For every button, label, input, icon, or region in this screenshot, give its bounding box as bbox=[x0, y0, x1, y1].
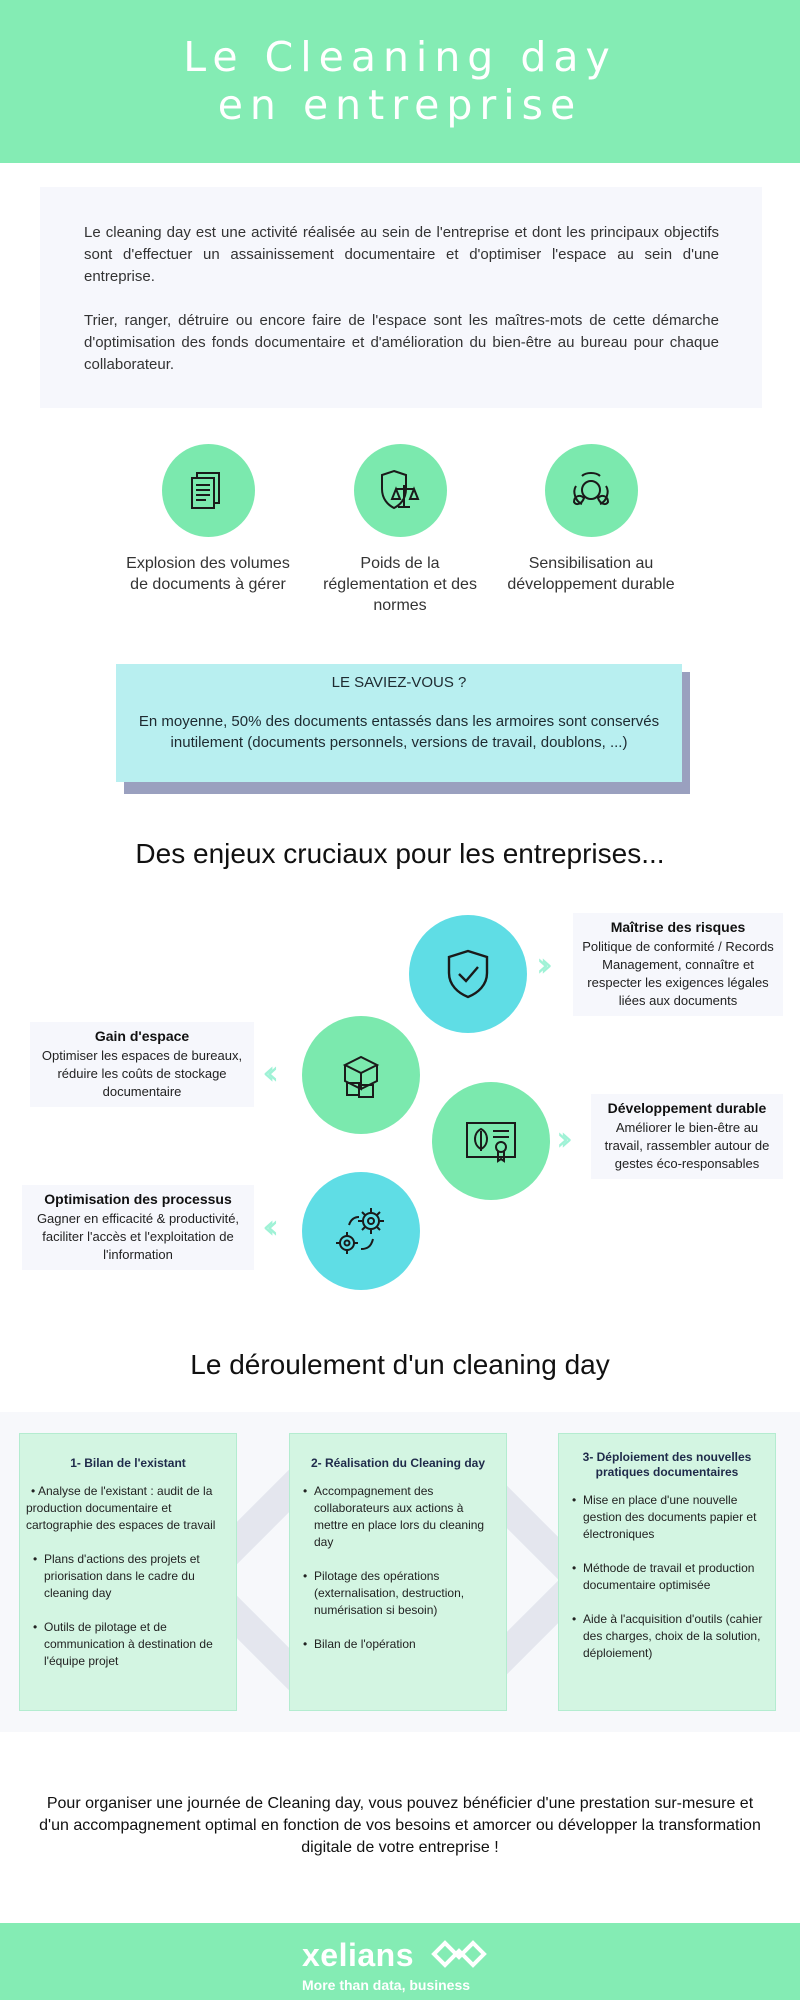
shield-check-icon bbox=[409, 915, 527, 1033]
enjeu-developpement bbox=[591, 1094, 783, 1179]
chevron-right-icon: ›› bbox=[536, 945, 544, 985]
leaf-certificate-icon bbox=[432, 1082, 550, 1200]
brand-logo[interactable]: xelians bbox=[302, 1937, 415, 1973]
step-card-3 bbox=[558, 1433, 776, 1711]
step-title: 1- Bilan de l'existant bbox=[70, 1456, 186, 1470]
step-title: 3- Déploiement des nouvelles pratiques documentaires bbox=[582, 1450, 752, 1479]
chevron-right-icon: ›› bbox=[556, 1119, 564, 1159]
shield-scales-icon bbox=[354, 444, 447, 537]
documents-icon bbox=[162, 444, 255, 537]
infinity-logo-icon bbox=[430, 1939, 488, 1969]
chevron-left-icon: ‹‹ bbox=[262, 1207, 270, 1247]
closing-text: Pour organiser une journée de Cleaning day, vous pouvez bénéficier d'une prestation sur-mesure et d'un accompagnement optimal en fonction de vos besoins et amorcer ou développer la transformation digitale de votre entreprise ! bbox=[39, 1795, 761, 1856]
header-banner bbox=[0, 0, 800, 163]
page-title bbox=[0, 0, 800, 129]
intro-panel bbox=[40, 187, 762, 408]
enjeu-title: Maîtrise des risques bbox=[610, 919, 746, 935]
title-line-2: en entreprise bbox=[217, 81, 583, 129]
step-list bbox=[296, 1483, 500, 1653]
list-item: • Analyse de l'existant : audit de la production documentaire et cartographie des espaces de travail bbox=[26, 1483, 230, 1534]
step-list bbox=[565, 1492, 769, 1662]
feature-documents bbox=[123, 444, 293, 595]
footer-banner bbox=[0, 1923, 800, 2000]
recycle-icon bbox=[545, 444, 638, 537]
enjeu-title: Gain d'espace bbox=[94, 1028, 190, 1044]
enjeux-heading: Des enjeux cruciaux pour les entreprises... bbox=[135, 838, 665, 869]
step-card-2 bbox=[289, 1433, 507, 1711]
enjeu-espace bbox=[30, 1022, 254, 1107]
feature-label: Sensibilisation au développement durable bbox=[507, 555, 675, 593]
callout-body: En moyenne, 50% des documents entassés dans les armoires sont conservés inutilement (documents personnels, versions de travail, doublons, ...) bbox=[138, 713, 660, 751]
feature-label: Poids de la réglementation et des normes bbox=[323, 555, 477, 614]
step-list bbox=[26, 1483, 230, 1670]
list-item: • Plans d'actions des projets et priorisation dans le cadre du cleaning day bbox=[26, 1551, 230, 1602]
callout-title: LE SAVIEZ-VOUS ? bbox=[331, 674, 467, 691]
enjeu-title: Développement durable bbox=[607, 1100, 767, 1116]
feature-regulation bbox=[315, 444, 485, 616]
enjeu-risques bbox=[573, 913, 783, 1016]
feature-label: Explosion des volumes de documents à gérer bbox=[126, 555, 290, 593]
list-item: • Méthode de travail et production documentaire optimisée bbox=[565, 1560, 769, 1594]
title-line-1: Le Cleaning day bbox=[183, 33, 617, 81]
deroulement-heading: Le déroulement d'un cleaning day bbox=[190, 1349, 610, 1380]
list-item: • Aide à l'acquisition d'outils (cahier des charges, choix de la solution, déploiement) bbox=[565, 1611, 769, 1662]
enjeu-processus bbox=[22, 1185, 254, 1270]
list-item: • Accompagnement des collaborateurs aux actions à mettre en place lors du cleaning day bbox=[296, 1483, 500, 1551]
enjeu-desc: Améliorer le bien-être au travail, rassembler autour de gestes éco-responsables bbox=[604, 1120, 770, 1171]
list-item: • Pilotage des opérations (externalisation, destruction, numérisation si besoin) bbox=[296, 1568, 500, 1619]
step-title: 2- Réalisation du Cleaning day bbox=[310, 1456, 486, 1470]
enjeu-desc: Gagner en efficacité & productivité, faciliter l'accès et l'exploitation de l'information bbox=[36, 1211, 240, 1262]
enjeu-title: Optimisation des processus bbox=[44, 1191, 232, 1207]
tagline: More than data, business bbox=[302, 1977, 471, 1993]
boxes-icon bbox=[302, 1016, 420, 1134]
gears-icon bbox=[302, 1172, 420, 1290]
enjeu-desc: Optimiser les espaces de bureaux, réduire les coûts de stockage documentaire bbox=[41, 1048, 243, 1099]
intro-paragraph-2: Trier, ranger, détruire ou encore faire de l'espace sont les maîtres-mots de cette démarche d'optimisation des fonds documentaire et d'amélioration du bien-être au bureau pour chaque collaborateur. bbox=[84, 312, 719, 373]
did-you-know-callout bbox=[116, 664, 682, 782]
step-card-1 bbox=[19, 1433, 237, 1711]
feature-sustainability bbox=[506, 444, 676, 595]
list-item: • Mise en place d'une nouvelle gestion des documents papier et électroniques bbox=[565, 1492, 769, 1543]
intro-paragraph-1: Le cleaning day est une activité réalisée au sein de l'entreprise et dont les principaux objectifs sont d'effectuer un assainissement documentaire et d'optimiser l'espace au sein d'une entreprise. bbox=[84, 224, 719, 285]
list-item: • Bilan de l'opération bbox=[296, 1636, 500, 1653]
list-item: • Outils de pilotage et de communication à destination de l'équipe projet bbox=[26, 1619, 230, 1670]
chevron-left-icon: ‹‹ bbox=[262, 1053, 270, 1093]
enjeu-desc: Politique de conformité / Records Management, connaître et respecter les exigences légales liées aux documents bbox=[582, 939, 774, 1008]
